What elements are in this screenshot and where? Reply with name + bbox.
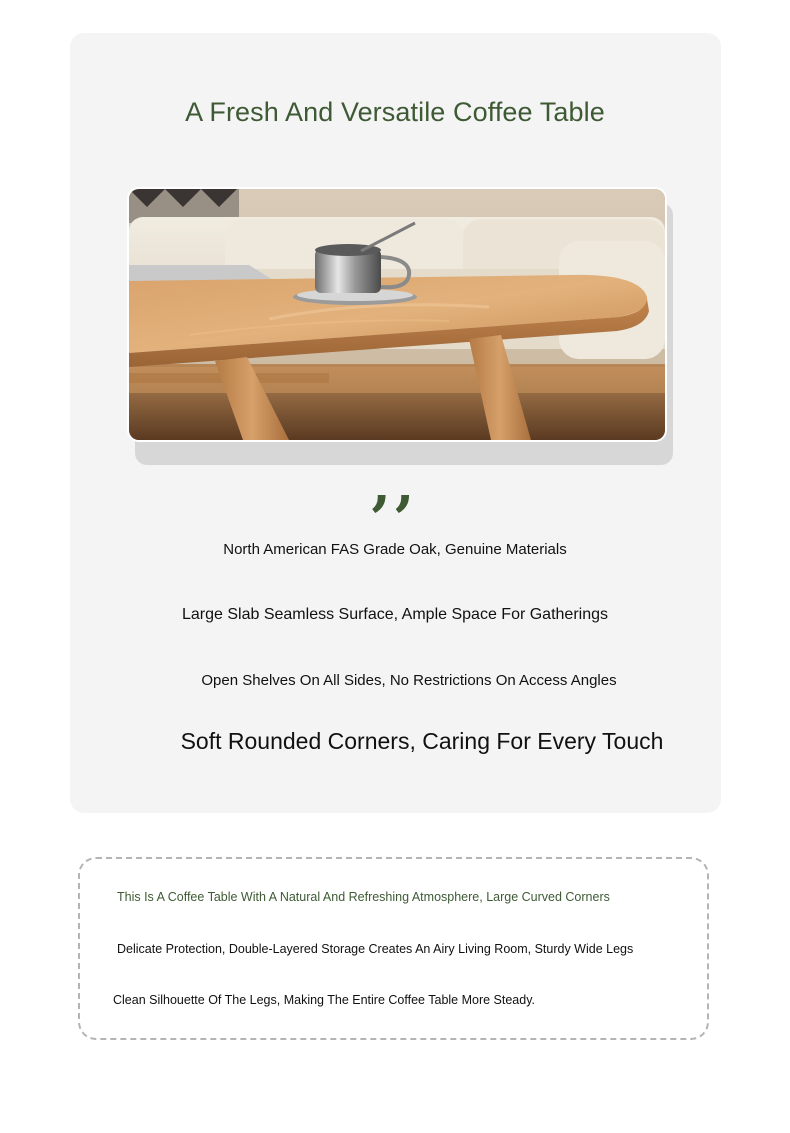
description-line-1: This Is A Coffee Table With A Natural And Refreshing Atmosphere, Large Curved Corners (117, 890, 610, 904)
page-title: A Fresh And Versatile Coffee Table (185, 97, 605, 127)
coffee-table-illustration (129, 189, 665, 440)
feature-oak-material: North American FAS Grade Oak, Genuine Materials (223, 541, 567, 558)
feature-open-shelves: Open Shelves On All Sides, No Restrictions On Access Angles (201, 672, 617, 689)
product-photo (127, 187, 667, 442)
feature-rounded-corners: Soft Rounded Corners, Caring For Every Touch (180, 728, 664, 754)
product-photo-frame (127, 187, 665, 440)
feature-seamless-surface: Large Slab Seamless Surface, Ample Space For Gatherings (182, 606, 608, 623)
description-line-2: Delicate Protection, Double-Layered Storage Creates An Airy Living Room, Sturdy Wide Legs (117, 942, 634, 956)
description-line-3: Clean Silhouette Of The Legs, Making The Entire Coffee Table More Steady. (113, 993, 536, 1007)
quote-mark-icon: ,, (371, 452, 419, 518)
